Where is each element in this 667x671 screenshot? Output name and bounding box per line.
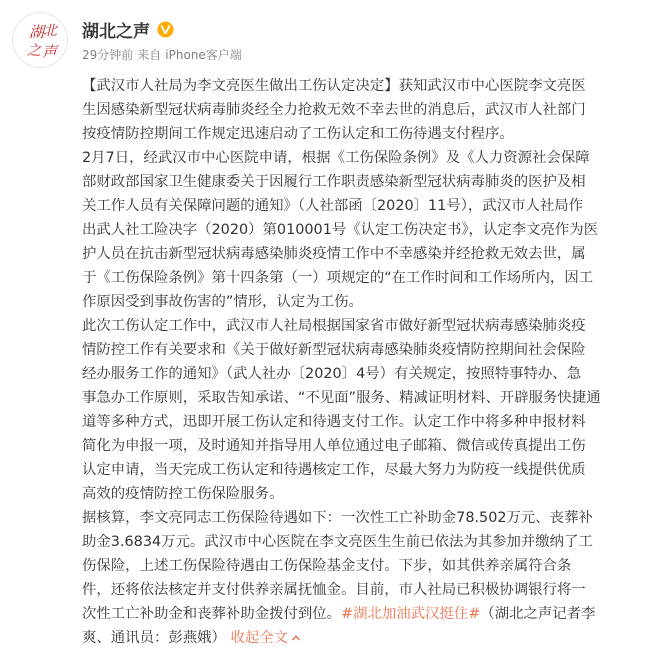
body-text-segment: 认定申请，当天完成工伤认定和待遇核定工作，尽最大努力为防疫一线提供优质 [82,462,586,478]
body-text-segment: 道等多种方式，迅即开展工伤认定和待遇支付工作。认定工作中将多种申报材料 [82,414,586,430]
body-line [82,146,654,170]
body-line [82,602,654,626]
collapse-full-text-link[interactable]: 收起全文 [230,630,289,646]
body-text-segment: 2月7日，经武汉市中心医院申请，根据《工伤保险条例》及《人力资源社会保障 [82,150,590,166]
body-line [82,410,654,434]
body-text-segment: 【武汉市人社局为李文亮医生做出工伤认定决定】获知武汉市中心医院李文亮医 [82,78,586,94]
post-meta [82,47,242,63]
body-line [82,74,654,98]
body-line [82,554,654,578]
body-line [82,434,654,458]
body-text-segment: 据核算，李文亮同志工伤保险待遇如下：一次性工亡补助金78.502万元、丧葬补 [82,510,593,526]
source-prefix: 来自 [137,48,162,62]
body-line [82,290,654,314]
body-text-segment: 作原因受到事故伤害的”情形，认定为工伤。 [82,294,363,310]
avatar-char-1: 湖 [29,23,45,41]
body-line [82,218,654,242]
body-text-segment: 护人员在抗击新型冠状病毒感染肺炎疫情工作中不幸感染并经抢救无效去世，属 [82,246,586,262]
body-text-segment: （湖北之声记者李 [480,606,596,622]
body-line [82,242,654,266]
calligraphy-logo-icon [15,15,65,65]
body-text-segment: 于《工伤保险条例》第十四条第（一）项规定的“在工作时间和工作场所内，因工 [82,270,594,286]
body-line [82,362,654,386]
body-text-segment: 此次工伤认定工作中，武汉市人社局根据国家省市做好新型冠状病毒感染肺炎疫 [82,318,586,334]
body-line [82,338,654,362]
body-text-segment: 次性工亡补助金和丧葬补助金拨付到位。 [82,606,342,622]
body-text-segment: 助金3.6834万元。武汉市中心医院在李文亮医生生前已依法为其参加并缴纳了工 [82,534,593,550]
body-text-segment: 部财政部国家卫生健康委关于因履行工作职责感染新型冠状病毒肺炎的医护及相 [82,174,586,190]
body-line [82,98,654,122]
chevron-up-icon[interactable] [291,633,301,643]
body-text-segment: 情防控工作有关要求和《关于做好新型冠状病毒感染肺炎疫情防控期间社会保险 [82,342,586,358]
body-text-segment: 经办服务工作的通知》（武人社办〔2020〕4号）有关规定，按照特事特办、急 [82,366,582,382]
author-row [82,18,242,40]
avatar-char-4: 声 [42,43,58,61]
verified-v-icon[interactable] [157,21,174,38]
body-text-segment: 简化为申报一项，及时通知并指导用人单位通过电子邮箱、微信或传真提出工伤 [82,438,586,454]
body-text-segment: 件，还将依法核定并支付供养亲属抚恤金。目前，市人社局已积极协调银行将一 [82,582,586,598]
body-text-segment: 生因感染新型冠状病毒肺炎经全力抢救无效不幸去世的消息后，武汉市人社部门 [82,102,586,118]
body-line [82,266,654,290]
body-line [82,530,654,554]
avatar-char-2: 北 [43,23,57,39]
body-line [82,170,654,194]
body-text-segment: 爽、通讯员：彭燕娥） [82,630,231,646]
author-name[interactable]: 湖北之声 [82,21,150,42]
body-text-segment: 事急办工作原则，采取告知承诺、“不见面”服务、精减证明材料、开辟服务快捷通 [82,390,601,406]
body-line [82,578,654,602]
post-source: iPhone客户端 [165,48,242,62]
body-text-segment: 伤保险，上述工伤保险待遇由工伤保险基金支付。下步，如其供养亲属符合条 [82,558,572,574]
body-text-segment: 按疫情防控期间工作规定迅速启动了工伤认定和工伤待遇支付程序。 [82,126,514,142]
body-line [82,626,654,650]
body-line [82,506,654,530]
body-line [82,314,654,338]
body-text-segment: 出武人社工险决字（2020）第010001号《认定工伤决定书》，认定李文亮作为医 [82,222,599,238]
body-line [82,122,654,146]
body-line [82,458,654,482]
hashtag-link[interactable]: #湖北加油武汉挺住# [341,606,481,622]
body-line [82,194,654,218]
avatar[interactable] [12,12,68,68]
post-body [82,74,654,650]
post-time[interactable]: 29分钟前 [82,48,134,62]
body-text-segment: 关工作人员有关保障问题的通知》（人社部函〔2020〕11号），武汉市人社局作 [82,198,584,214]
avatar-char-3: 之 [27,43,41,59]
post-header [82,18,242,63]
body-line [82,482,654,506]
body-text-segment: 高效的疫情防控工伤保险服务。 [82,486,284,502]
body-line [82,386,654,410]
